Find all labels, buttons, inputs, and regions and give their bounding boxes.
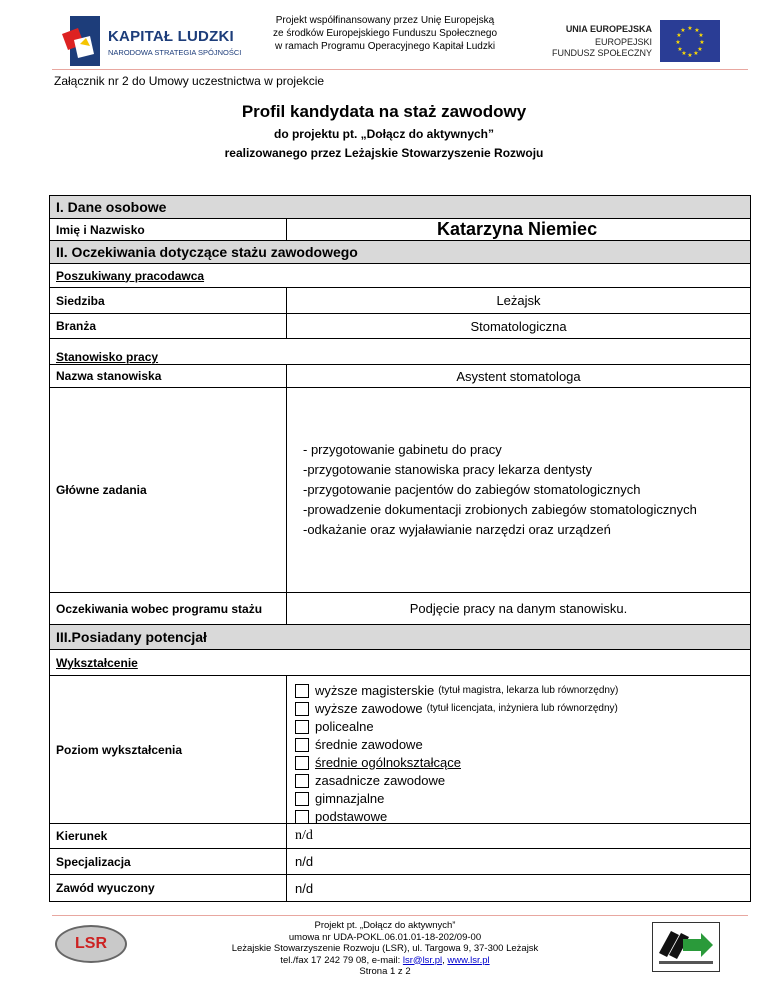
education-option[interactable] (295, 754, 750, 772)
position-label: Nazwa stanowiska (50, 365, 287, 387)
svg-text:★: ★ (680, 27, 686, 34)
website-link[interactable]: www.lsr.pl (447, 954, 490, 966)
cofinance-line: w ramach Programu Operacyjnego Kapitał Ludzki (274, 41, 496, 52)
expectations-label: Oczekiwania wobec programu stażu (50, 593, 287, 624)
option-label: średnie ogólnokształcące (315, 755, 461, 770)
eu-efs-logo (551, 20, 720, 64)
education-option[interactable] (295, 790, 750, 808)
page-title: Profil kandydata na staż zawodowy (241, 102, 527, 121)
svg-text:★: ★ (694, 27, 700, 34)
checkbox[interactable] (295, 684, 309, 698)
direction-value: n/d (295, 828, 313, 843)
svg-text:★: ★ (698, 32, 704, 39)
checkbox[interactable] (295, 792, 309, 806)
eu-logo-title: UNIA EUROPEJSKA (565, 24, 652, 34)
education-option[interactable] (295, 700, 750, 718)
annex-note: Załącznik nr 2 do Umowy uczestnictwa w projekcie (54, 74, 325, 88)
email-link[interactable]: lsr@lsr.pl (402, 954, 443, 966)
option-label: podstawowe (315, 809, 388, 824)
footer-phone: tel./fax 17 242 79 08, e-mail: (280, 954, 403, 966)
eu-logo-line: EUROPEJSKI (594, 37, 652, 47)
industry-label: Branża (50, 314, 287, 338)
name-label: Imię i Nazwisko (50, 219, 287, 240)
industry-value: Stomatologiczna (470, 318, 567, 334)
row-education-level (50, 676, 750, 824)
section-personal-data: I. Dane osobowe (50, 196, 750, 219)
labour-office-logo (652, 922, 720, 972)
profession-value: n/d (295, 880, 314, 896)
footer-separator: , (442, 954, 448, 966)
profession-label: Zawód wyuczony (50, 875, 287, 901)
option-note: (tytuł licencjata, inżyniera lub równorzędny) (426, 703, 618, 714)
checkbox[interactable] (295, 756, 309, 770)
section-potential: III.Posiadany potencjał (50, 625, 750, 650)
svg-text:★: ★ (687, 25, 693, 32)
footer-info (180, 920, 590, 978)
checkbox[interactable] (295, 702, 309, 716)
checkbox[interactable] (295, 720, 309, 734)
row-position (50, 365, 750, 388)
specialization-value: n/d (295, 854, 314, 869)
candidate-profile-table (49, 195, 751, 902)
svg-text:★: ★ (676, 32, 682, 39)
specialization-label: Specjalizacja (50, 849, 287, 874)
option-label: wyższe zawodowe (315, 701, 423, 716)
eu-logo-subtitle (552, 37, 652, 59)
cofinance-line: ze środków Europejskiego Funduszu Społecznego (272, 28, 498, 39)
svg-text:★: ★ (697, 46, 703, 53)
expectations-value: Podjęcie pracy na danym stanowisku. (409, 601, 628, 616)
position-value: Asystent stomatologa (456, 368, 581, 384)
option-label: gimnazjalne (315, 791, 385, 806)
checkbox[interactable] (295, 810, 309, 824)
education-option[interactable] (295, 772, 750, 790)
education-level-label: Poziom wykształcenia (50, 676, 287, 823)
tasks-list (287, 388, 750, 592)
employer-heading: Poszukiwany pracodawca (50, 264, 750, 288)
task-item: -odkażanie oraz wyjaławianie narzędzi oraz urządzeń (303, 522, 611, 537)
svg-text:★: ★ (675, 39, 681, 46)
page-number: Strona 1 z 2 (359, 966, 411, 977)
task-item: - przygotowanie gabinetu do pracy (303, 442, 502, 457)
direction-label: Kierunek (50, 824, 287, 848)
header-divider (52, 69, 748, 70)
checkbox[interactable] (295, 738, 309, 752)
row-specialization (50, 849, 750, 875)
position-heading: Stanowisko pracy (50, 339, 750, 365)
cofinance-note (230, 14, 540, 53)
option-label: zasadnicze zawodowe (315, 773, 446, 788)
row-main-tasks (50, 388, 750, 593)
svg-text:★: ★ (693, 50, 699, 57)
lsr-logo: LSR (55, 925, 127, 963)
kapital-ludzki-emblem-icon (60, 14, 104, 68)
checkbox[interactable] (295, 774, 309, 788)
svg-text:★: ★ (699, 39, 705, 46)
footer-contact (180, 955, 590, 967)
education-option[interactable] (295, 718, 750, 736)
eu-flag-icon (660, 20, 720, 62)
seat-value: Leżajsk (496, 293, 541, 308)
row-name (50, 219, 750, 241)
education-option[interactable] (295, 736, 750, 754)
seat-label: Siedziba (50, 288, 287, 313)
page-subtitle-organizer: realizowanego przez Leżajskie Stowarzyszenie Rozwoju (224, 146, 544, 160)
option-label: policealne (315, 719, 374, 734)
education-option[interactable] (295, 682, 750, 700)
footer-project: Projekt pt. „Dołącz do aktywnych” (314, 920, 456, 931)
svg-text:★: ★ (681, 50, 687, 57)
row-program-expectations (50, 593, 750, 625)
education-level-options (287, 676, 750, 823)
task-item: -przygotowanie pacjentów do zabiegów stomatologicznych (303, 482, 641, 497)
program-logo-subtitle: NARODOWA STRATEGIA SPÓJNOŚCI (108, 48, 242, 57)
task-item: -przygotowanie stanowiska pracy lekarza dentysty (303, 462, 593, 477)
svg-text:★: ★ (677, 46, 683, 53)
tasks-label: Główne zadania (50, 388, 287, 592)
option-label: średnie zawodowe (315, 737, 423, 752)
row-profession (50, 875, 750, 901)
svg-text:★: ★ (687, 52, 693, 59)
cofinance-line: Projekt współfinansowany przez Unię Europejską (275, 15, 495, 26)
row-seat (50, 288, 750, 314)
row-industry (50, 314, 750, 339)
education-heading: Wykształcenie (50, 650, 750, 676)
task-item: -prowadzenie dokumentacji zrobionych zabiegów stomatologicznych (303, 502, 697, 517)
section-expectations: II. Oczekiwania dotyczące stażu zawodowego (50, 241, 750, 264)
kapital-ludzki-logo (60, 14, 240, 68)
row-direction (50, 824, 750, 849)
page-subtitle: do projektu pt. „Dołącz do aktywnych” (273, 127, 495, 141)
option-label: wyższe magisterskie (315, 683, 435, 698)
footer-contract: umowa nr UDA-POKL.06.01.01-18-202/09-00 (288, 931, 482, 943)
program-logo-title: KAPITAŁ LUDZKI (108, 28, 234, 45)
option-note: (tytuł magistra, lekarza lub równorzędny) (438, 685, 619, 696)
name-value: Katarzyna Niemiec (437, 219, 598, 239)
labour-office-emblem-icon (653, 923, 719, 971)
eu-logo-line: FUNDUSZ SPOŁECZNY (551, 48, 652, 58)
footer-address: Leżajskie Stowarzyszenie Rozwoju (LSR), ul. Targowa 9, 37-300 Leżajsk (231, 943, 539, 954)
footer-divider (52, 915, 748, 916)
